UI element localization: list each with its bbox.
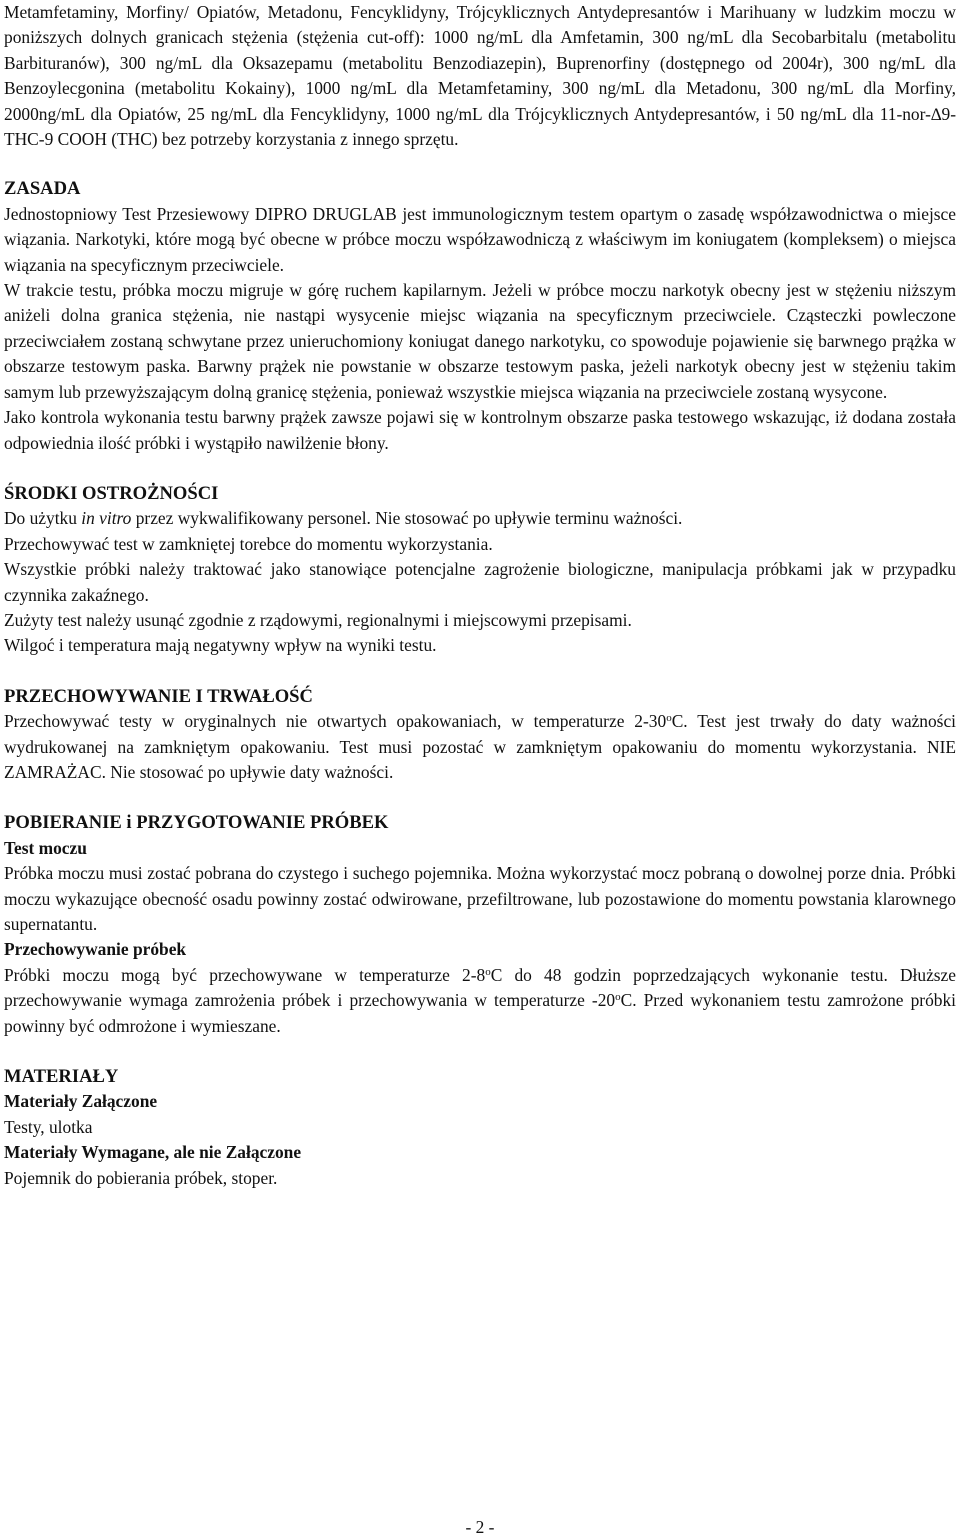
srodki-paragraph-3: Wszystkie próbki należy traktować jako stanowiące potencjalne zagrożenie biologiczne, manipulacja próbkami jak w przypadku czynnika zakaźnego.: [4, 559, 956, 605]
srodki-paragraph-1: [4, 506, 956, 531]
section-heading-zasada: ZASADA: [4, 178, 81, 200]
srodki-paragraph-4: Zużyty test należy usunąć zgodnie z rządowymi, regionalnymi i miejscowymi przepisami.: [4, 609, 632, 630]
section-heading-pobieranie: POBIERANIE i PRZYGOTOWANIE PRÓBEK: [4, 812, 389, 834]
section-zasada: [4, 176, 956, 455]
degree-superscript: o: [666, 712, 672, 725]
intro-paragraph: Metamfetaminy, Morfiny/ Opiatów, Metadonu, Fencyklidyny, Trójcyklicznych Antydepresantów i Marihuany w ludzkim moczu w poniższych dolnych granicach stężenia (stężenia cut-off): 1000 ng/mL dla Amfetamin, 300 ng/mL dla Secobarbitalu (metabolitu Barbituranów), 300 ng/mL dla Oksazepamu (metabolitu Benzodiazepin), Buprenorfiny (dostępnego od 2004r), 300 ng/mL dla Benzoylecgonina (metabolitu Kokainy), 1000 ng/mL dla Metamfetaminy, 300 ng/mL dla Metadonu, 300 ng/mL dla Morfiny, 2000ng/mL dla Opiatów, 25 ng/mL dla Fencyklidyny, 1000 ng/mL dla Trójcyklicznych Antydepresantów, i 50 ng/mL dla 11-nor-∆9-THC-9 COOH (THC) bez potrzeby korzystania z innego sprzętu.: [4, 2, 956, 150]
srodki-paragraph-5: Wilgoć i temperatura mają negatywny wpływ na wyniki testu.: [4, 635, 437, 656]
srodki-paragraph-2: Przechowywać test w zamkniętej torebce do momentu wykorzystania.: [4, 533, 493, 554]
subheading-test-moczu: Test moczu: [4, 837, 87, 858]
spacer: [4, 1039, 956, 1064]
pobieranie-paragraph-2: [4, 963, 956, 1039]
subheading-przechowywanie-probek: Przechowywanie próbek: [4, 939, 187, 960]
spacer: [4, 785, 956, 810]
section-heading-materialy: MATERIAŁY: [4, 1066, 119, 1088]
spacer: [4, 152, 956, 176]
srodki-p1-before: Do użytku: [4, 508, 82, 529]
section-heading-srodki: ŚRODKI OSTROŻNOŚCI: [4, 482, 219, 504]
srodki-p1-after: przez wykwalifikowany personel. Nie stosować po upływie terminu ważności.: [131, 508, 683, 529]
przechowywanie-paragraph: [4, 709, 956, 785]
page-number: - 2 -: [465, 1517, 495, 1537]
materialy-paragraph-1: Testy, ulotka: [4, 1116, 93, 1137]
pobieranie-p2-a: Próbki moczu mogą być przechowywane w temperaturze 2-8: [4, 964, 486, 985]
subheading-materialy-wymagane: Materiały Wymagane, ale nie Załączone: [4, 1142, 302, 1163]
degree-superscript: o: [615, 991, 621, 1004]
section-srodki-ostroznosci: [4, 481, 956, 659]
document-page: [4, 0, 956, 1191]
pobieranie-p2-b: C do 48 godzin poprzedzających wykonanie testu. Dłuższe przechowywanie wymaga zamrożenia próbek i przechowywania w temperaturze -20: [4, 964, 956, 1011]
przech-p1-before: Przechowywać testy w oryginalnych nie otwartych opakowaniach, w temperaturze 2-30: [4, 711, 667, 732]
spacer: [4, 456, 956, 481]
przech-p1-after: C. Test jest trwały do daty ważności wydrukowanej na zamkniętym opakowaniu. Test musi pozostać w zamkniętym opakowaniu do momentu wykorzystania. NIE ZAMRAŻAC. Nie stosować po upływie daty ważności.: [4, 711, 956, 782]
section-przechowywanie: [4, 684, 956, 786]
zasada-paragraph-1: Jednostopniowy Test Przesiewowy DIPRO DRUGLAB jest immunologicznym testem opartym o zasadę współzawodnictwa o miejsce wiązania. Narkotyki, które mogą być obecne w próbce moczu współzawodniczą z właściwym im koniugatem (kompleksem) o miejsca wiązania na specyficznym przeciwciele.: [4, 203, 956, 275]
zasada-paragraph-3: Jako kontrola wykonania testu barwny prążek zawsze pojawi się w kontrolnym obszarze paska testowego wskazując, iż dodana została odpowiednia ilość próbki i wystąpiło nawilżenie błony.: [4, 407, 956, 453]
degree-superscript: o: [485, 965, 491, 978]
materialy-paragraph-2: Pojemnik do pobierania próbek, stoper.: [4, 1167, 278, 1188]
section-heading-przechowywanie: PRZECHOWYWANIE I TRWAŁOŚĆ: [4, 685, 313, 707]
subheading-materialy-zalaczone: Materiały Załączone: [4, 1091, 158, 1112]
section-materialy: [4, 1064, 956, 1191]
pobieranie-p2-c: C. Przed wykonaniem testu zamrożone próbki powinny być odmrożone i wymieszane.: [4, 990, 956, 1036]
zasada-paragraph-2: W trakcie testu, próbka moczu migruje w górę ruchem kapilarnym. Jeżeli w próbce moczu narkotyk obecny jest w stężeniu niższym aniżeli dolna granica stężenia, nie nastąpi wysycenie miejsc wiązania na specyficznym przeciwciele. Cząsteczki powleczone przeciwciałem zostaną schwytane przez unieruchomiony koniugat danego narkotyku, co spowoduje pojawienie się barwnego prążka w obszarze testowym paska. Barwny prążek nie powstanie w obszarze testowym paska, jeżeli narkotyk obecny jest w stężeniu takim samym lub przewyższającym dolną granicę stężenia, ponieważ wszystkie miejsca wiązania na przeciwciele zostaną wysycone.: [4, 280, 956, 402]
spacer: [4, 659, 956, 684]
section-pobieranie: [4, 810, 956, 1039]
srodki-p1-italic: in vitro: [81, 508, 132, 529]
pobieranie-paragraph-1: Próbka moczu musi zostać pobrana do czystego i suchego pojemnika. Można wykorzystać mocz pobraną o dowolnej porze dnia. Próbki moczu wykazujące obecność osadu powinny zostać odwirowane, przefiltrowane, lub pozostawione do momentu powstania klarownego supernatantu.: [4, 863, 956, 934]
